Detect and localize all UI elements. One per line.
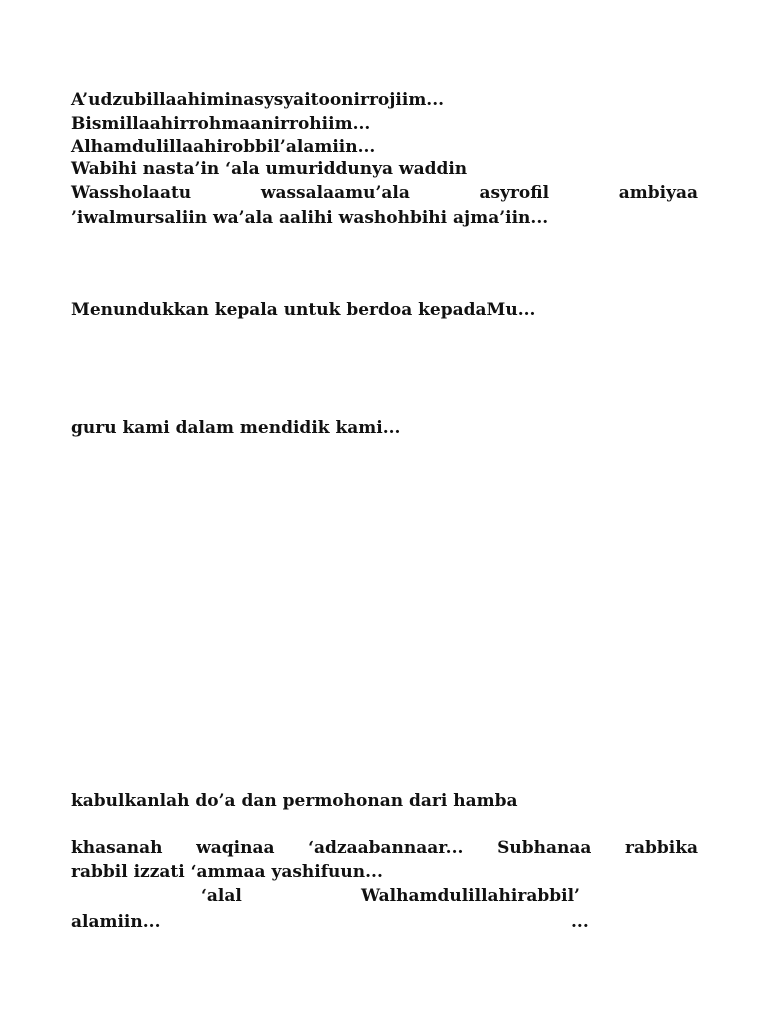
khasanah-word: khasanah xyxy=(71,838,163,858)
khasanah-word: rabbika xyxy=(624,838,698,858)
khasanah-word: ‘adzaabannaar... xyxy=(308,838,464,858)
hamdalah-line: Alhamdulillaahirobbil’alamiin... xyxy=(71,137,376,157)
sholawat-word: wassalaamu’ala xyxy=(260,183,410,203)
rabbil-line: rabbil izzati ‘ammaa yashifuun... xyxy=(71,862,383,882)
wabihi-line: Wabihi nasta’in ‘ala umuriddunya waddin xyxy=(71,159,468,179)
trailing-ellipsis: ... xyxy=(571,912,589,932)
sholawat-word: Wassholaatu xyxy=(71,183,192,203)
taawudz-line: A’udzubillaahiminasysyaitoonirrojiim... xyxy=(71,90,445,110)
menundukkan-line: Menundukkan kepala untuk berdoa kepadaMu... xyxy=(71,300,536,320)
sholawat-continuation-line: ’iwalmursaliin wa’ala aalihi washohbihi ajma’iin... xyxy=(71,208,549,228)
sholawat-line xyxy=(71,181,698,205)
closing-line xyxy=(71,884,698,908)
sholawat-word: ambiyaa xyxy=(618,183,698,203)
sholawat-word: asyrofil xyxy=(479,183,550,203)
alal-word: ‘alal xyxy=(201,886,242,906)
khasanah-line xyxy=(71,836,698,860)
guru-line: guru kami dalam mendidik kami... xyxy=(71,418,401,438)
kabulkanlah-line: kabulkanlah do’a dan permohonan dari hamba xyxy=(71,791,518,811)
basmalah-line: Bismillaahirrohmaanirrohiim... xyxy=(71,114,371,134)
khasanah-word: Subhanaa xyxy=(497,838,592,858)
khasanah-word: waqinaa xyxy=(196,838,275,858)
walhamdu-word: Walhamdulillahirabbil’ xyxy=(361,886,580,906)
alamiin-word: alamiin... xyxy=(71,912,161,932)
alamiin-line xyxy=(71,910,698,934)
